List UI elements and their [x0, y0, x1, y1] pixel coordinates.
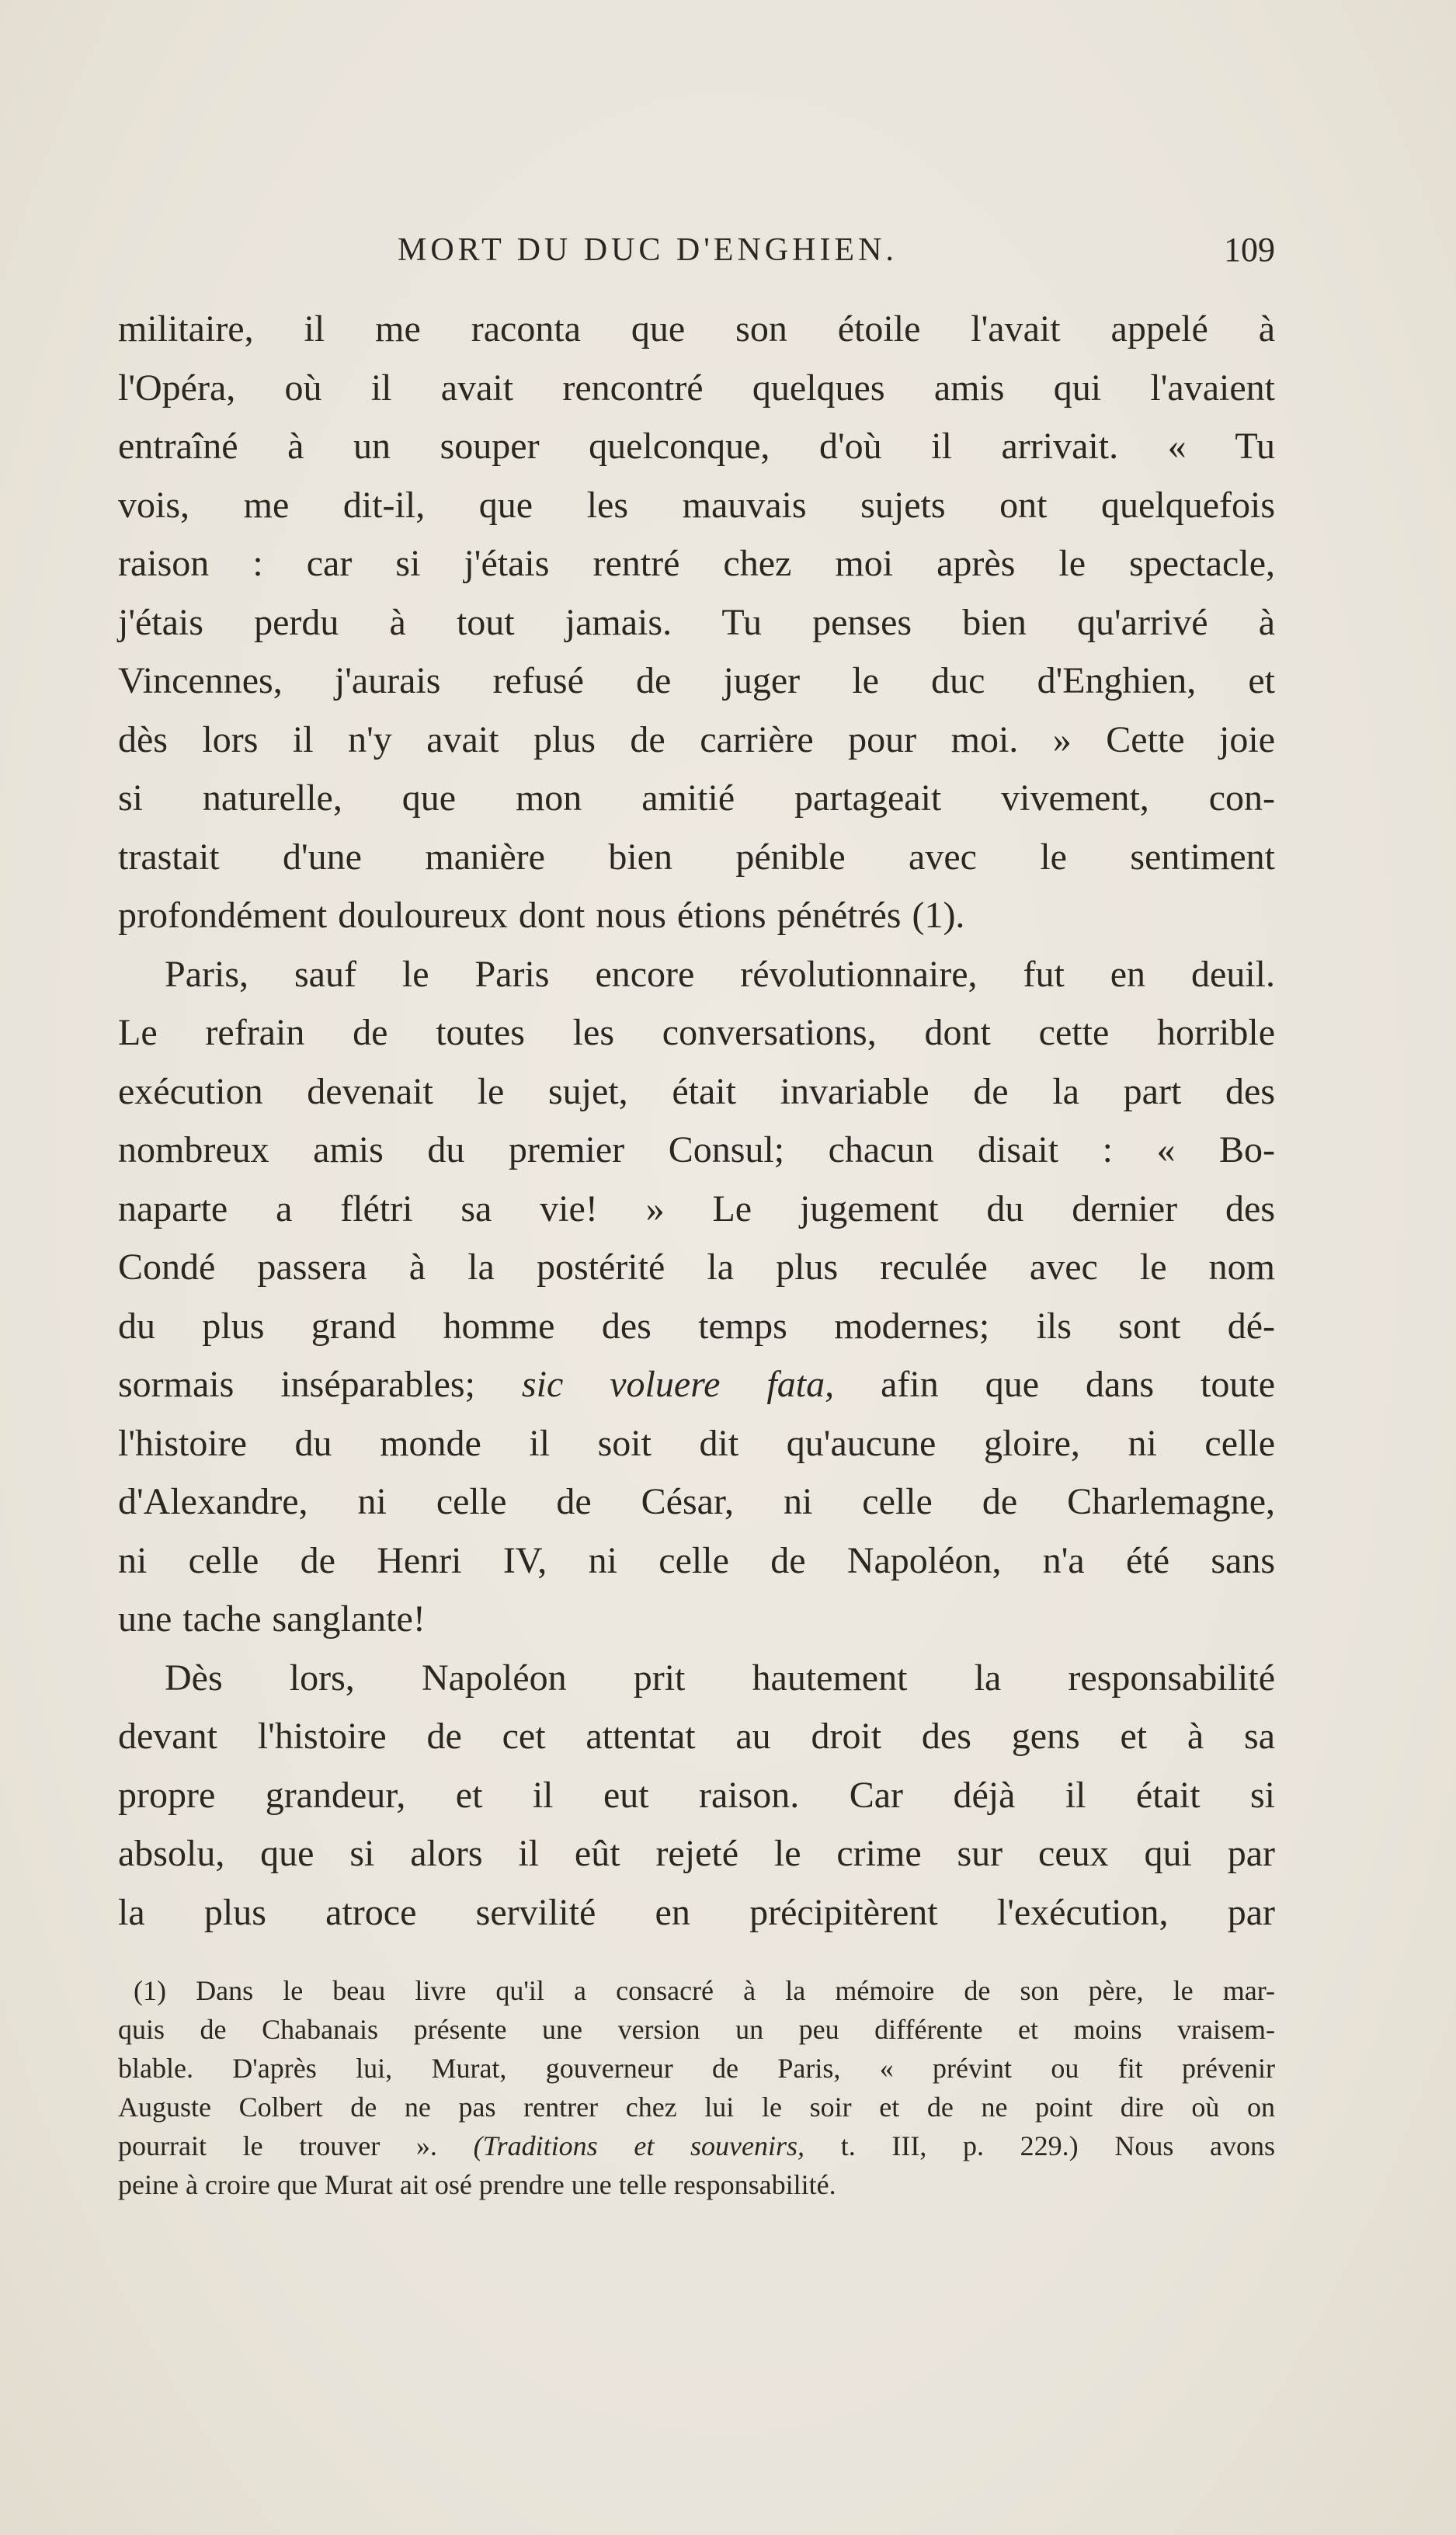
text-line: si naturelle, que mon amitié partageait vivement, con-	[118, 777, 1275, 819]
text-fragment: afin que dans toute	[881, 1364, 1276, 1405]
text-line: naparte a flétri sa vie! » Le jugement du dernier des	[118, 1188, 1275, 1229]
running-title: MORT DU DUC D'ENGHIEN.	[398, 232, 898, 268]
text-line: Vincennes, j'aurais refusé de juger le duc d'Enghien, et	[118, 660, 1275, 701]
text-line: Condé passera à la postérité la plus reculée avec le nom	[118, 1247, 1275, 1288]
text-line: du plus grand homme des temps modernes; ils sont dé-	[118, 1305, 1275, 1347]
text-fragment: t. III, p. 229.) Nous avons	[840, 2130, 1276, 2161]
main-text	[118, 300, 1275, 1942]
text-line: Dès lors, Napoléon prit hautement la responsabilité	[165, 1657, 1275, 1699]
cited-title: (Traditions et souvenirs,	[473, 2130, 804, 2161]
footnote	[118, 1971, 1275, 2204]
text-line: absolu, que si alors il eût rejeté le crime sur ceux qui par	[118, 1833, 1275, 1874]
text-line: profondément douloureux dont nous étions pénétrés (1).	[118, 895, 965, 936]
text-line-with-latin	[118, 1355, 1275, 1414]
footnote-line: peine à croire que Murat ait osé prendre une telle responsabilité.	[118, 2169, 836, 2200]
paragraph-2	[118, 945, 1275, 1649]
text-line: devant l'histoire de cet attentat au droit des gens et à sa	[118, 1716, 1275, 1757]
footnote-line: Auguste Colbert de ne pas rentrer chez lui le soir et de ne point dire où on	[118, 2092, 1275, 2123]
paragraph-3	[118, 1649, 1275, 1942]
text-line: trastait d'une manière bien pénible avec le sentiment	[118, 836, 1275, 878]
text-line: entraîné à un souper quelconque, d'où il arrivait. « Tu	[118, 426, 1275, 467]
text-line: d'Alexandre, ni celle de César, ni celle de Charlemagne,	[118, 1481, 1275, 1522]
text-line: nombreux amis du premier Consul; chacun disait : « Bo-	[118, 1129, 1275, 1170]
page-header	[118, 227, 1275, 273]
footnote-line: quis de Chabanais présente une version un peu différente et moins vraisem-	[118, 2014, 1275, 2045]
text-line: propre grandeur, et il eut raison. Car déjà il était si	[118, 1774, 1275, 1816]
text-line: vois, me dit-il, que les mauvais sujets ont quelquefois	[118, 484, 1275, 526]
text-line: Paris, sauf le Paris encore révolutionnaire, fut en deuil.	[165, 953, 1275, 995]
footnote-line: (1) Dans le beau livre qu'il a consacré à la mémoire de son père, le mar-	[134, 1975, 1275, 2006]
paragraph-1	[118, 300, 1275, 945]
text-line: raison : car si j'étais rentré chez moi après le spectacle,	[118, 543, 1275, 584]
footnote-line: blable. D'après lui, Murat, gouverneur de Paris, « prévint ou fit prévenir	[118, 2053, 1275, 2084]
text-line: militaire, il me raconta que son étoile l'avait appelé à	[118, 308, 1275, 349]
text-line: Le refrain de toutes les conversations, dont cette horrible	[118, 1012, 1275, 1053]
text-line: une tache sanglante!	[118, 1598, 426, 1640]
text-line: l'Opéra, où il avait rencontré quelques amis qui l'avaient	[118, 367, 1275, 409]
text-line: l'histoire du monde il soit dit qu'aucune gloire, ni celle	[118, 1422, 1275, 1464]
page-number: 109	[1224, 231, 1275, 269]
text-line: dès lors il n'y avait plus de carrière pour moi. » Cette joie	[118, 718, 1275, 760]
text-line: la plus atroce servilité en précipitèrent l'exécution, par	[118, 1891, 1275, 1933]
latin-phrase: sic voluere fata,	[521, 1364, 835, 1405]
text-fragment: sormais inséparables;	[118, 1364, 475, 1405]
text-line: j'étais perdu à tout jamais. Tu penses bien qu'arrivé à	[118, 601, 1275, 643]
footnote-line-with-citation	[118, 2126, 1275, 2165]
text-line: exécution devenait le sujet, était invariable de la part des	[118, 1070, 1275, 1112]
text-line: ni celle de Henri IV, ni celle de Napoléon, n'a été sans	[118, 1539, 1275, 1581]
text-fragment: pourrait le trouver ».	[118, 2130, 437, 2161]
